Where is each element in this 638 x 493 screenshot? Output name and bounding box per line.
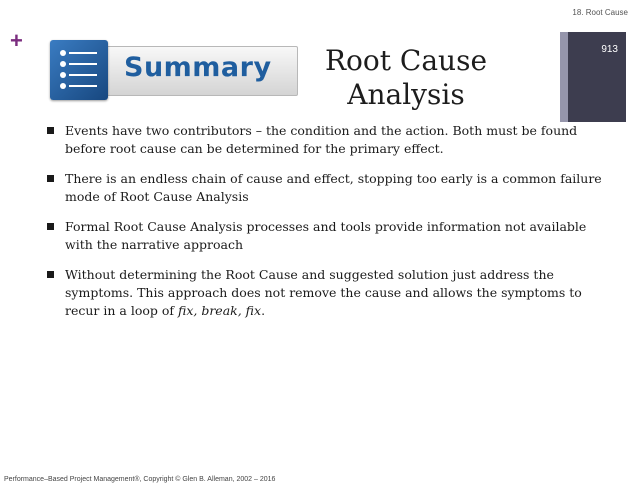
bullet-text: Formal Root Cause Analysis processes and tools provide information not available with the narrative approach: [65, 219, 587, 252]
page-number: 913: [601, 44, 618, 55]
bullet-item: [45, 122, 605, 158]
summary-banner: [50, 40, 272, 100]
summary-banner-label: Summary: [124, 52, 272, 83]
square-bullet-icon: [47, 127, 54, 134]
bullet-item: [45, 266, 605, 320]
plus-mark: +: [10, 28, 23, 53]
checklist-icon: [50, 40, 108, 100]
bullet-text: Events have two contributors – the condition and the action. Both must be found before root cause can be determined for the primary effect.: [65, 123, 578, 156]
chapter-label: 18. Root Cause: [572, 8, 628, 17]
square-bullet-icon: [47, 175, 54, 182]
bullet-text: There is an endless chain of cause and effect, stopping too early is a common failure mode of Root Cause Analysis: [65, 171, 602, 204]
bullet-item: [45, 170, 605, 206]
bullet-list: [45, 122, 605, 332]
copyright-footer: Performance–Based Project Management®, Copyright © Glen B. Alleman, 2002 – 2016: [4, 476, 276, 483]
page-number-box: [560, 32, 626, 122]
slide-title-line-2: Analysis: [347, 78, 465, 111]
bullet-text-end: .: [261, 303, 266, 318]
bullet-item: [45, 218, 605, 254]
bullet-emphasis: fix, break, fix: [177, 303, 262, 318]
square-bullet-icon: [47, 223, 54, 230]
page-number-box-stripe: [560, 32, 568, 122]
square-bullet-icon: [47, 271, 54, 278]
slide-title: [300, 44, 512, 112]
bullet-text: Without determining the Root Cause and suggested solution just address the symptoms. This approach does not remove the cause and allows the symptoms to recur in a loop of: [65, 267, 582, 318]
slide-title-line-1: Root Cause: [324, 44, 488, 77]
